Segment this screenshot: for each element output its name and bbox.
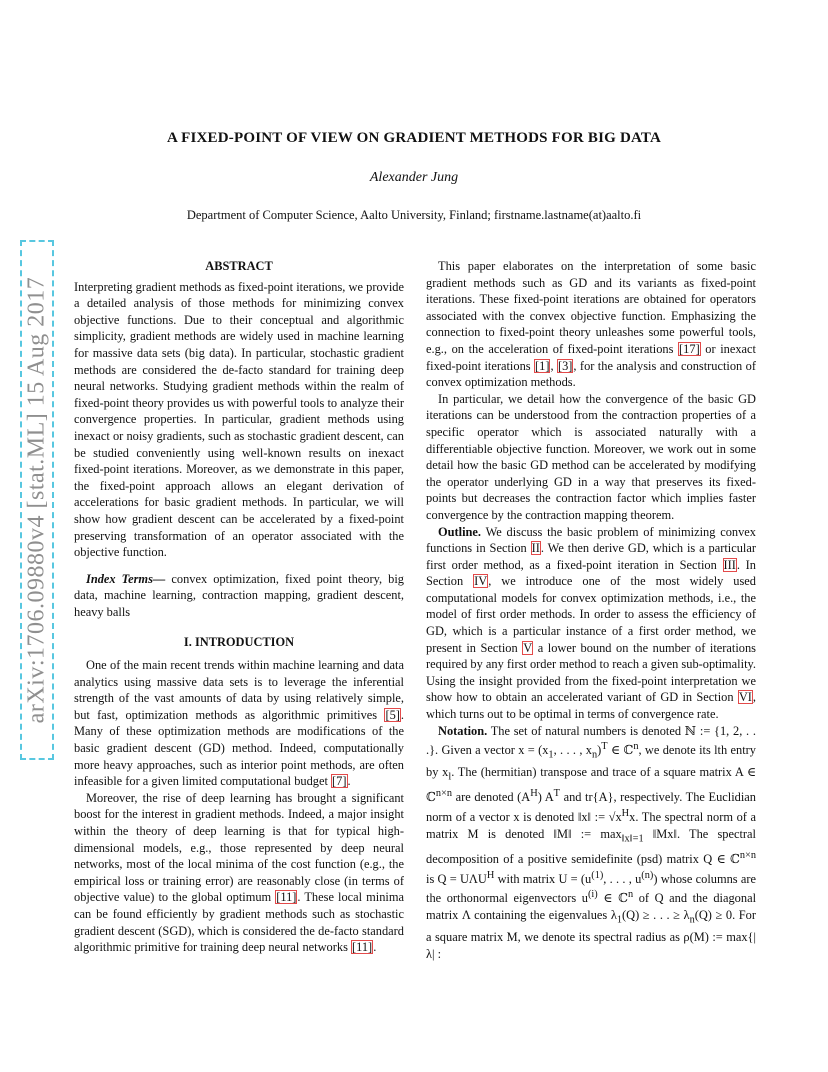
intro-paragraph-2 [74, 790, 404, 956]
notation-label: Notation. [438, 723, 488, 738]
text-run: ∈ ℂ [597, 891, 628, 906]
arxiv-identifier: arXiv:1706.09880v4 [stat.ML] 15 Aug 2017 [23, 276, 50, 724]
notation-paragraph [426, 723, 756, 963]
text-run: , . . . , u [603, 871, 642, 886]
subscript: n [591, 749, 598, 761]
superscript: (i) [587, 889, 598, 901]
citation-link[interactable]: [11] [352, 940, 373, 955]
intro-paragraph-1 [74, 657, 404, 790]
outline-label: Outline. [438, 524, 482, 539]
text-run: a lower bound on the number of iterations required by any first order method to reach a given sub-optimality. Using the insight provided from the fixed-point interpretation we show how to obtain an accelerated variant of GD in Section [426, 640, 756, 705]
citation-link[interactable]: [1] [535, 358, 550, 373]
citation-link[interactable]: [11] [276, 890, 297, 905]
text-run: ) A [537, 790, 554, 805]
paper-title: A FIXED-POINT OF VIEW ON GRADIENT METHODS FOR BIG DATA [166, 130, 662, 146]
superscript: (1) [591, 869, 604, 881]
text-run: . [347, 774, 351, 789]
text-run: (Q) ≥ . . . ≥ λ [622, 908, 690, 923]
section-link[interactable]: II [531, 541, 540, 556]
subscript: 1 [616, 914, 622, 926]
text-run: are denoted (A [452, 790, 531, 805]
superscript: n [633, 741, 639, 753]
text-run: , we denote its lth entry by x [426, 743, 756, 780]
citation-link[interactable]: [5] [385, 707, 400, 722]
text-run: . These local minima can be found efficiently by gradient methods such as stochastic gradient descent (SGD), which is considered the de-facto standard algorithmic primitive for training deep neural networks [74, 890, 404, 955]
citation-link[interactable]: [7] [332, 774, 347, 789]
introduction-heading: I. INTRODUCTION [183, 635, 295, 650]
text-run: x. The spectral norm of a matrix M is denoted ‖M‖ := max [426, 810, 756, 841]
outline-paragraph [426, 524, 756, 723]
arxiv-stamp[interactable] [20, 240, 54, 760]
text-run: This paper elaborates on the interpretation of some basic gradient methods such as GD and its variants as fixed-point iterations. These fixed-point iterations are obtained for operators associated with the convex objective function. Emphasizing the connection to fixed-point theory unleashes some powerful tools, e.g., on the acceleration of fixed-point iterations [426, 259, 756, 356]
right-paragraph-2: In particular, we detail how the convergence of the basic GD iterations can be understood from the contraction properties of a specific operator which is associated naturally with a differentiable objective function. Moreover, we work out in some detail how the basic GD method can be accelerated by modifying the operator underlying GD in a way that preserves its fixed-points but decreases the contraction factor which implies faster convergence by the contraction mapping theorem. [426, 391, 756, 522]
text-run: The set of natural numbers is denoted ℕ := {1, 2, . . .}. Given a vector x = (x [426, 723, 756, 758]
index-terms-label: Index Terms— [86, 571, 166, 586]
text-run: , for the analysis and construction of convex optimization methods. [426, 358, 756, 390]
text-run: We discuss the basic problem of minimizing convex functions in Section [426, 524, 756, 556]
section-link[interactable]: VI [738, 690, 752, 705]
text-run: . In Section [426, 557, 756, 589]
subscript: l [448, 771, 452, 783]
section-link[interactable]: V [523, 640, 533, 655]
abstract-heading: ABSTRACT [205, 259, 273, 273]
text-run: ) whose columns are the orthonormal eigenvectors u [426, 871, 757, 906]
text-run: ) [597, 743, 602, 758]
right-column [426, 258, 756, 962]
index-terms-text: convex optimization, fixed point theory, big data, machine learning, contraction mapping, gradient descent, heavy balls [74, 571, 404, 619]
left-column [74, 258, 404, 956]
subscript: ‖x‖=1 [621, 833, 644, 845]
citation-link[interactable]: [17] [679, 341, 700, 356]
text-run: (Q) ≥ 0. For a square matrix M, we denote its spectral radius as ρ(M) := max{|λ| : [426, 908, 756, 961]
paper-author: Alexander Jung [369, 170, 459, 185]
abstract-text: Interpreting gradient methods as fixed-point iterations, we provide a detailed analysis of those methods for minimizing convex objective functions. Due to their conceptual and algorithmic simplicity, gradient methods are widely used in machine learning for massive data sets (big data). In particular, stochastic gradient methods are considered the de-facto standard for training deep neural networks. Studying gradient methods within the realm of fixed-point theory provides us with powerful tools to analyze their convergence properties. In particular, gradient methods using inexact or noisy gradients, such as stochastic gradient descent, can be studied conveniently using well-known results on inexact fixed-point iterations. Moreover, as we demonstrate in this paper, the fixed-point approach allows an elegant derivation of accelerations for basic gradient methods. In particular, we will show how gradient descent can be accelerated by a fixed-point preserving transformation of an operator associated with the objective function. [74, 279, 404, 560]
text-run: is Q = UΛU [426, 871, 487, 886]
text-run: with matrix U = (u [494, 871, 592, 886]
subscript: 1 [548, 749, 554, 761]
text-run: and tr{A}, respectively. The Euclidian norm of a vector x is denoted ‖x‖ := √x [426, 790, 756, 825]
text-run: , we introduce one of the most widely used computational models for convex optimization methods, i.e., the model of first order methods. In order to assess the efficiency of GD, which is a particular instance of a first order method, we present in Section [426, 574, 756, 655]
index-terms [74, 571, 404, 621]
text-run: , which turns out to be optimal in terms of convergence rate. [426, 690, 756, 722]
text-run: One of the main recent trends within machine learning and data analytics using massive data sets is to leverage the inferential strength of the vast amounts of data by using relatively simple, but fast, optimization methods as algorithmic primitives [74, 658, 404, 722]
section-link[interactable]: IV [474, 574, 488, 589]
superscript: H [621, 808, 630, 820]
author-affiliation: Department of Computer Science, Aalto University, Finland; firstname.lastname(at)aalto.fi [186, 208, 642, 222]
section-link[interactable]: III [723, 557, 736, 572]
superscript: n×n [435, 788, 453, 800]
text-run: or inexact fixed-point iterations [426, 341, 756, 373]
text-run: of Q and the diagonal matrix Λ containing the eigenvalues λ [426, 891, 757, 923]
text-run: . Many of these optimization methods are modifications of the basic gradient descent (GD) method. Indeed, computationally more heavy approaches, such as interior point methods, are often infeasible for a given limited computational budget [74, 707, 404, 789]
text-run: , [550, 358, 557, 373]
superscript: n×n [739, 849, 756, 861]
superscript: H [530, 788, 538, 800]
text-run: . The (hermitian) transpose and trace of a square matrix A ∈ ℂ [426, 765, 756, 805]
text-run: . [373, 940, 377, 955]
subscript: n [689, 914, 695, 926]
superscript: H [486, 869, 495, 881]
superscript: T [601, 741, 608, 753]
superscript: n [627, 889, 634, 901]
superscript: (n) [641, 869, 654, 881]
text-run: ∈ ℂ [607, 743, 634, 758]
superscript: T [553, 788, 560, 800]
text-run: , . . . , x [553, 743, 592, 758]
text-run: Moreover, the rise of deep learning has brought a significant boost for the interest in gradient methods. Indeed, a major insight within the theory of deep learning is that for typical high-dimensional models, e.g., those represented by deep neural networks, most of the local minima of the cost function (e.g., the empirical loss or training error) are reasonably close (in terms of objective value) to the global optimum [74, 790, 404, 905]
citation-link[interactable]: [3] [557, 358, 573, 373]
right-paragraph-1 [426, 258, 756, 391]
text-run: . We then derive GD, which is a particular first order method, as a fixed-point iteration in Section [426, 541, 757, 572]
text-run: ‖Mx‖. The spectral decomposition of a positive semidefinite (psd) matrix Q ∈ ℂ [426, 826, 756, 867]
